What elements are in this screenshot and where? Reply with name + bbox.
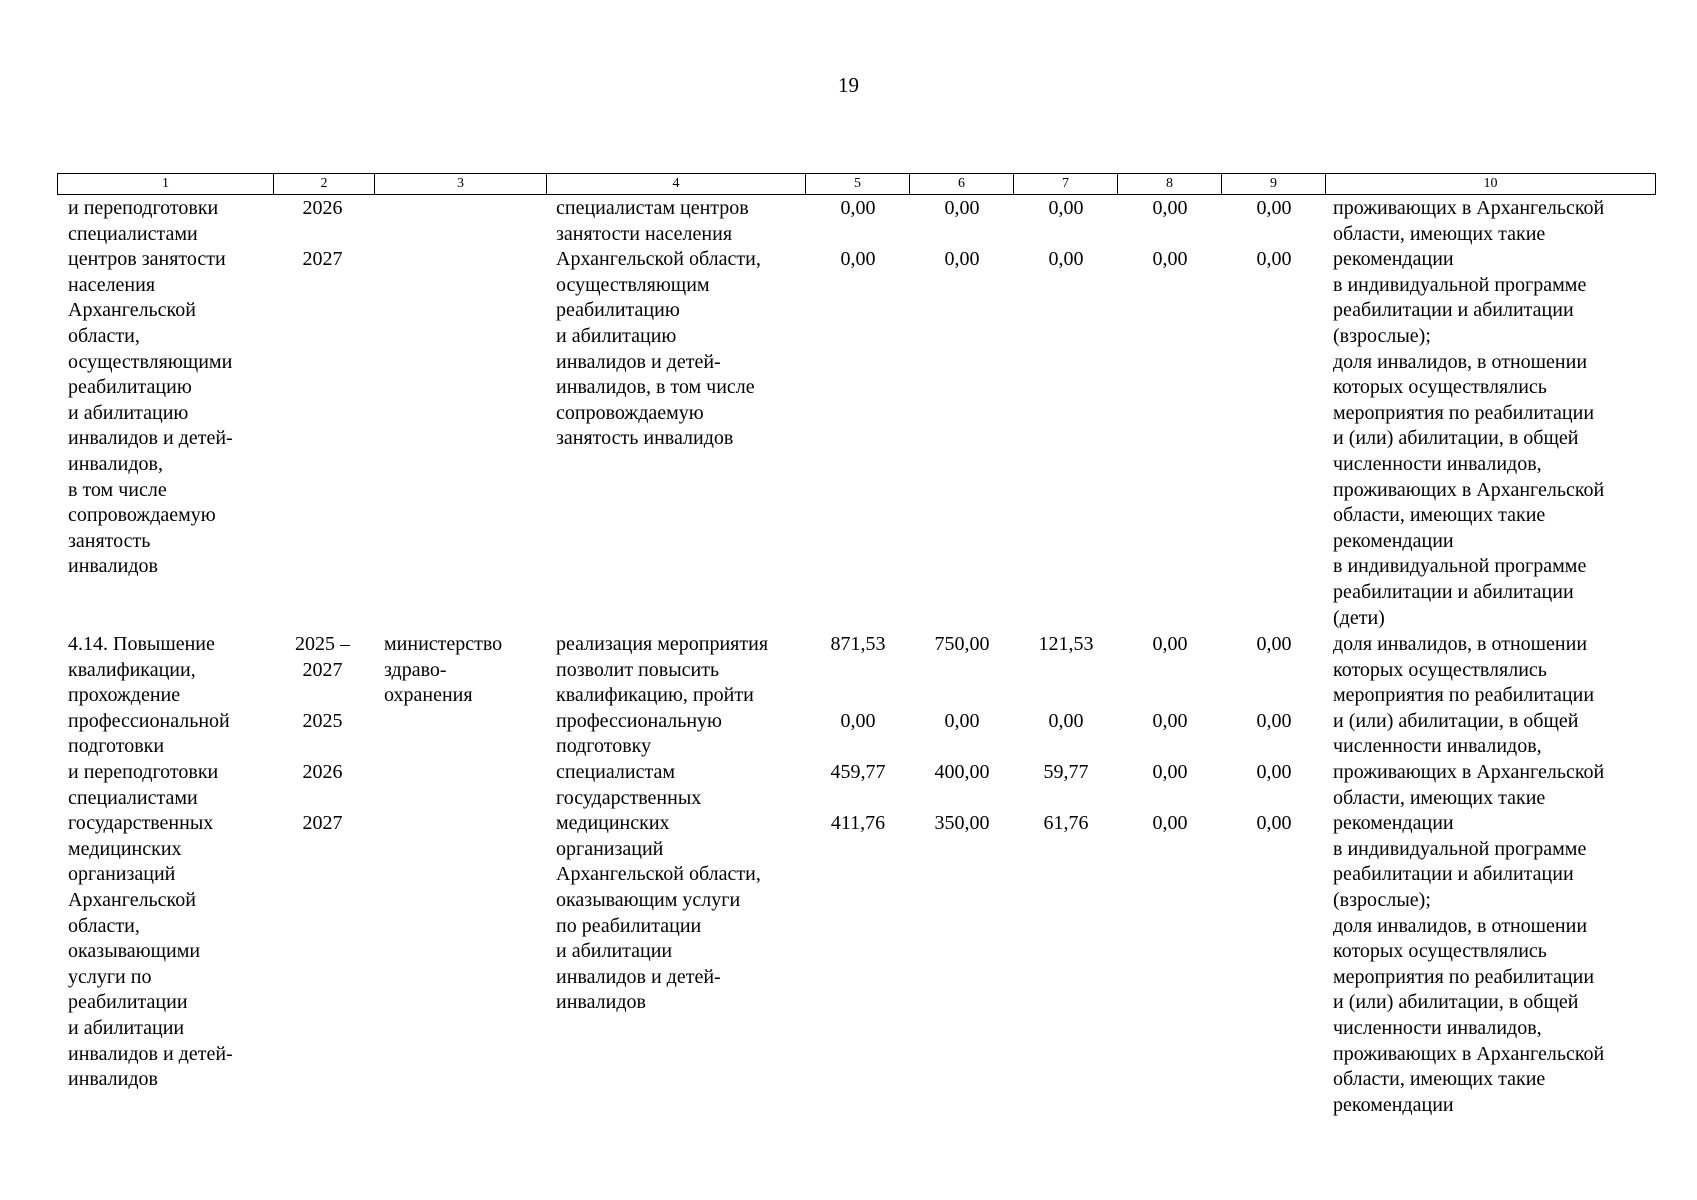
header-cell-6: 6	[910, 174, 1014, 195]
header-cell-4: 4	[547, 174, 806, 195]
row-value-col9: 0,00 0,00 0,00 0,00	[1256, 633, 1292, 835]
header-cell-10: 10	[1326, 174, 1656, 195]
row-value-col6: 750,00 0,00 400,00 350,00	[934, 633, 990, 835]
row-period: 2026 2027	[302, 197, 343, 271]
row-value-col5: 871,53 0,00 459,77 411,76	[830, 633, 886, 835]
row-expected-result: специалистам центров занятости населения Архангельской области, осуществляющим реабилитацию и абилитацию инвалидов и детей- инвалидов, в том числе сопровождаемую занятость инвалидов	[556, 197, 761, 450]
row-indicators: проживающих в Архангельской области, имеющих такие рекомендации в индивидуальной программе реабилитации и абилитации (взрослые); доля инвалидов, в отношении которых осуществлялись мероприятия по реабилитации и (или) абилитации, в общей численности инвалидов, проживающих в Архангельской области, имеющих такие рекомендации в индивидуальной программе реабилитации и абилитации (дети)	[1333, 197, 1605, 629]
page-number: 19	[838, 73, 859, 97]
header-cell-2: 2	[274, 174, 375, 195]
header-cell-1: 1	[58, 174, 274, 195]
header-cell-3: 3	[375, 174, 547, 195]
row-activity-name: 4.14. Повышение квалификации, прохождение профессиональной подготовки и переподготовки специалистами государственных медицинских организаций Архангельской области, оказывающими услуги по реабилитации и абилитации инвалидов и детей- инвалидов	[68, 633, 233, 1091]
row-value-col8: 0,00 0,00	[1152, 197, 1188, 271]
header-cell-5: 5	[806, 174, 910, 195]
row-activity-name: и переподготовки специалистами центров занятости населения Архангельской области, осуществляющими реабилитацию и абилитацию инвалидов и детей- инвалидов, в том числе сопровождаемую занятость инвалидов	[68, 197, 233, 578]
header-cell-9: 9	[1222, 174, 1326, 195]
row-value-col7: 121,53 0,00 59,77 61,76	[1038, 633, 1094, 835]
header-cell-8: 8	[1118, 174, 1222, 195]
row-value-col6: 0,00 0,00	[944, 197, 980, 271]
row-value-col8: 0,00 0,00 0,00 0,00	[1152, 633, 1188, 835]
row-executor: министерство здраво- охранения	[384, 633, 503, 707]
header-cell-7: 7	[1014, 174, 1118, 195]
row-value-col9: 0,00 0,00	[1256, 197, 1292, 271]
row-indicators: доля инвалидов, в отношении которых осуществлялись мероприятия по реабилитации и (или) абилитации, в общей численности инвалидов, проживающих в Архангельской области, имеющих такие рекомендации в индивидуальной программе реабилитации и абилитации (взрослые); доля инвалидов, в отношении которых осуществлялись мероприятия по реабилитации и (или) абилитации, в общей численности инвалидов, проживающих в Архангельской области, имеющих такие рекомендации	[1333, 633, 1605, 1116]
row-value-col7: 0,00 0,00	[1048, 197, 1084, 271]
column-number-header	[57, 173, 1656, 195]
row-period: 2025 – 2027 2025 2026 2027	[295, 633, 350, 835]
row-expected-result: реализация мероприятия позволит повысить квалификацию, пройти профессиональную подготовку специалистам государственных медицинских организаций Архангельской области, оказывающим услуги по реабилитации и абилитации инвалидов и детей- инвалидов	[556, 633, 769, 1014]
row-value-col5: 0,00 0,00	[840, 197, 876, 271]
